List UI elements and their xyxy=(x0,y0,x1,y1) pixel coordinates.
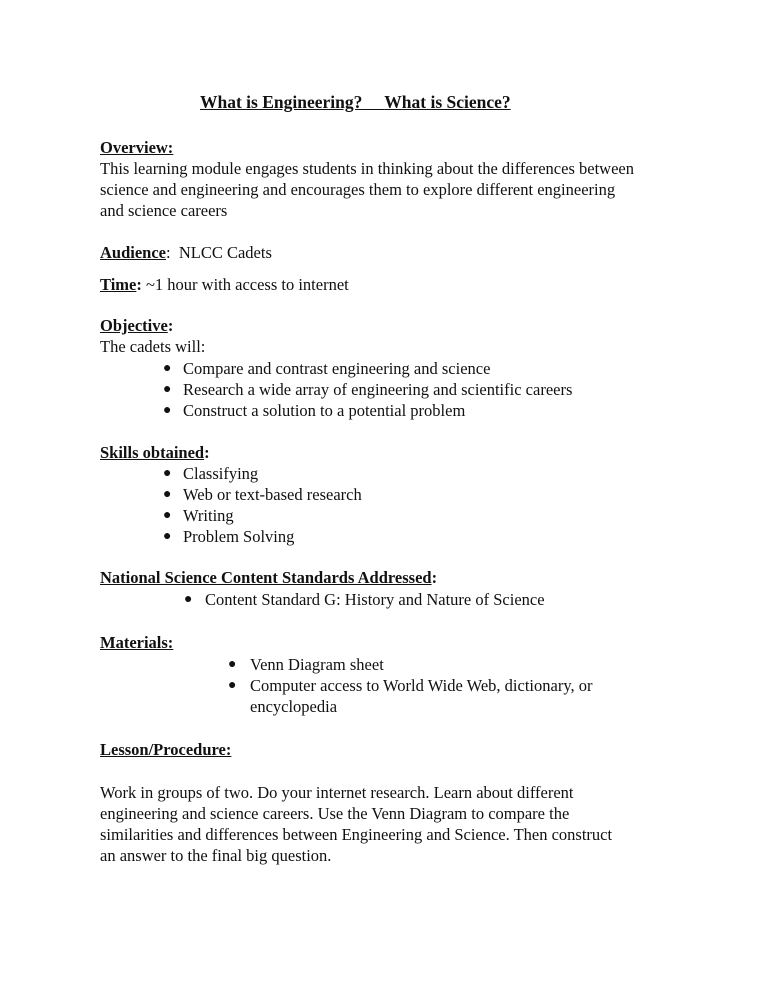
standards-heading: National Science Content Standards Addressed: xyxy=(100,568,438,587)
bullet-icon: ● xyxy=(163,487,172,502)
material-item: Venn Diagram sheet xyxy=(250,655,384,674)
overview-heading: Overview: xyxy=(100,138,174,157)
materials-heading: Materials: xyxy=(100,633,174,652)
material-item: Computer access to World Wide Web, dictionary, or xyxy=(250,676,593,695)
overview-text: and science careers xyxy=(100,201,228,220)
bullet-icon: ● xyxy=(163,403,172,418)
bullet-icon: ● xyxy=(184,592,193,607)
bullet-icon: ● xyxy=(163,466,172,481)
time-line: Time: ~1 hour with access to internet xyxy=(100,275,349,294)
overview-text: This learning module engages students in thinking about the differences between xyxy=(100,159,634,178)
bullet-icon: ● xyxy=(163,382,172,397)
objective-item: Compare and contrast engineering and science xyxy=(183,359,491,378)
objective-heading: Objective: xyxy=(100,316,174,335)
bullet-icon: ● xyxy=(228,657,237,672)
lesson-heading: Lesson/Procedure: xyxy=(100,740,232,759)
lesson-text: Work in groups of two. Do your internet research. Learn about different xyxy=(100,783,574,802)
bullet-icon: ● xyxy=(228,678,237,693)
objective-item: Construct a solution to a potential problem xyxy=(183,401,466,420)
bullet-icon: ● xyxy=(163,508,172,523)
overview-text: science and engineering and encourages them to explore different engineering xyxy=(100,180,616,199)
document-title: What is Engineering? What is Science? xyxy=(200,92,511,112)
bullet-icon: ● xyxy=(163,529,172,544)
material-item-continued: encyclopedia xyxy=(250,697,338,716)
bullet-icon: ● xyxy=(163,361,172,376)
audience-line: Audience: NLCC Cadets xyxy=(100,243,272,262)
lesson-text: engineering and science careers. Use the Venn Diagram to compare the xyxy=(100,804,570,823)
skill-item: Problem Solving xyxy=(183,527,295,546)
lesson-text: an answer to the final big question. xyxy=(100,846,332,865)
standard-item: Content Standard G: History and Nature of Science xyxy=(205,590,545,609)
skills-heading: Skills obtained: xyxy=(100,443,210,462)
skill-item: Classifying xyxy=(183,464,259,483)
skill-item: Writing xyxy=(183,506,234,525)
skill-item: Web or text-based research xyxy=(183,485,362,504)
lesson-text: similarities and differences between Engineering and Science. Then construct xyxy=(100,825,613,844)
objective-intro: The cadets will: xyxy=(100,337,206,356)
objective-item: Research a wide array of engineering and scientific careers xyxy=(183,380,573,399)
